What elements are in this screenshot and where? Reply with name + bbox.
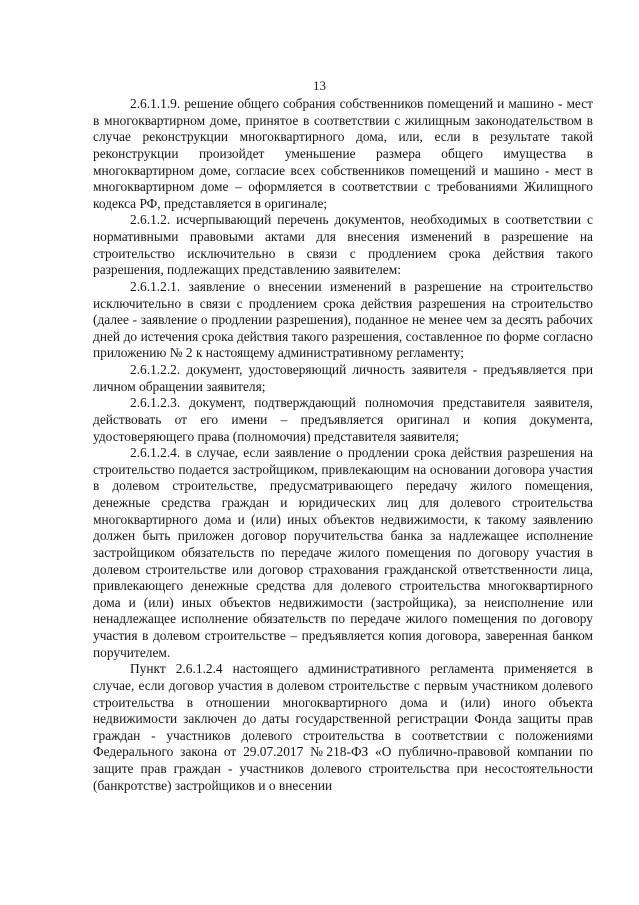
paragraph-2-6-1-1-9: 2.6.1.1.9. решение общего собрания собственников помещений и машино - мест в многоквартирном доме, принятое в соответствии с жилищным законодательством в случае реконструкции многоквартирного дома, или, если в результате такой реконструкции произойдет уменьшение размера общего имущества в многоквартирном доме, согласие всех собственников помещений и машино - мест в многоквартирном доме – оформляется в соответствии с требованиями Жилищного кодекса РФ, представляется в оригинале; — [93, 96, 593, 211]
paragraph-2-6-1-2: 2.6.1.2. исчерпывающий перечень документов, необходимых в соответствии с нормативными правовыми актами для внесения изменений в разрешение на строительство исключительно в связи с продлением срока действия такого разрешения, подлежащих представлению заявителем: — [93, 212, 593, 278]
paragraph-2-6-1-2-4: 2.6.1.2.4. в случае, если заявление о продлении срока действия разрешения на строительство подается застройщиком, привлекающим на основании договора участия в долевом строительстве, предусматривающего передачу жилого помещения, денежные средства граждан и юридических лиц для долевого строительства многоквартирного дома и (или) иных объектов недвижимости, к такому заявлению должен быть приложен договор поручительства банка за надлежащее исполнение застройщиком обязательств по передаче жилого помещения по договору участия в долевом строительстве или договор страхования гражданской ответственности лица, привлекающего денежные средства для долевого строительства многоквартирного дома и (или) иных объектов недвижимости (застройщика), за неисполнение или ненадлежащее исполнение обязательств по передаче жилого помещения по договору участия в долевом строительстве – предъявляется копия договора, заверенная банком поручителем. — [93, 445, 593, 660]
paragraph-2-6-1-2-3: 2.6.1.2.3. документ, подтверждающий полномочия представителя заявителя, действовать от его имени – предъявляется оригинал и копия документа, удостоверяющего права (полномочия) представителя заявителя; — [93, 395, 593, 444]
paragraph-2-6-1-2-2: 2.6.1.2.2. документ, удостоверяющий личность заявителя - предъявляется при личном обращении заявителя; — [93, 362, 593, 394]
page-number: 13 — [313, 78, 326, 93]
paragraph-clause-note: Пункт 2.6.1.2.4 настоящего административного регламента применяется в случае, если договор участия в долевом строительстве с первым участником долевого строительства в отношении многоквартирного дома и (или) иного объекта недвижимости заключен до даты государственной регистрации Фонда защиты прав граждан - участников долевого строительства в соответствии с положениями Федерального закона от 29.07.2017 №218-ФЗ «О публично-правовой компании по защите прав граждан - участников долевого строительства при несостоятельности (банкротстве) застройщиков и о внесении — [93, 661, 593, 793]
paragraph-2-6-1-2-1: 2.6.1.2.1. заявление о внесении изменений в разрешение на строительство исключительно в связи с продлением срока действия разрешения на строительство (далее - заявление о продлении разрешения), поданное не менее чем за десять рабочих дней до истечения срока действия такого разрешения, составленное по форме согласно приложению № 2 к настоящему административному регламенту; — [93, 278, 593, 361]
document-body — [93, 96, 593, 794]
